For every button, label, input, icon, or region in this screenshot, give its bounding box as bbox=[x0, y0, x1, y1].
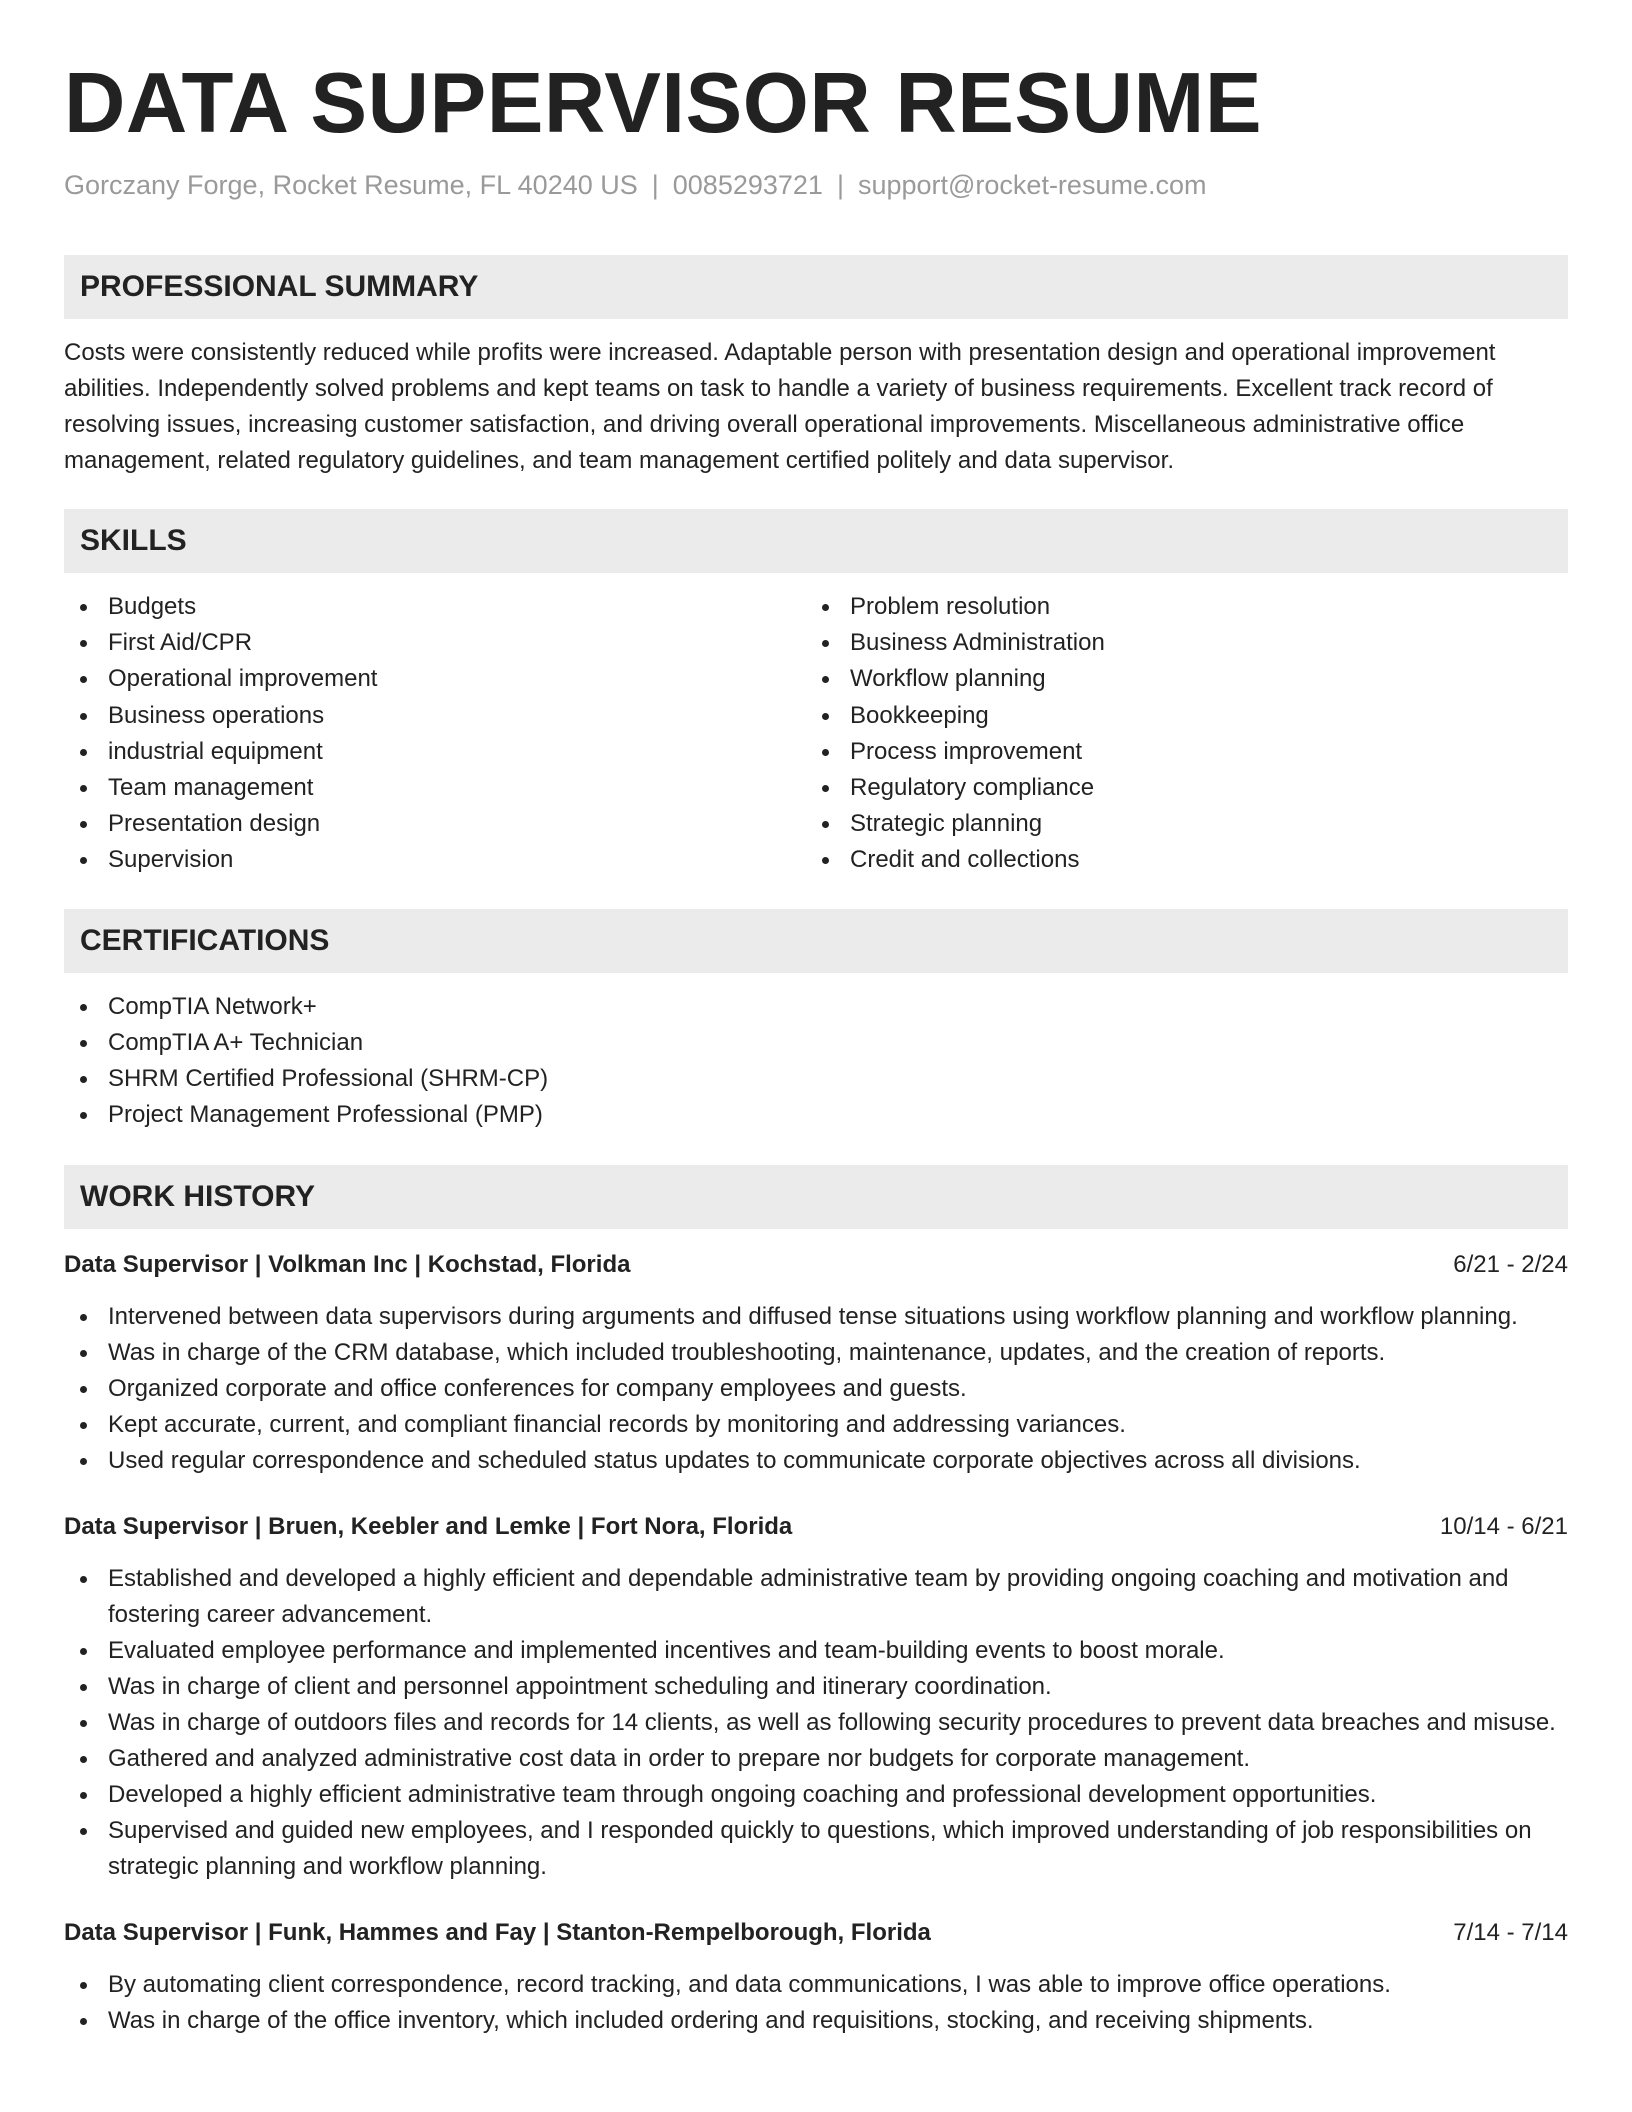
job-bullet: Intervened between data supervisors during arguments and diffused tense situations using workflow planning and workflow planning. bbox=[64, 1299, 1568, 1335]
job-bullet: Evaluated employee performance and implemented incentives and team-building events to boost morale. bbox=[64, 1633, 1568, 1669]
skill-item: First Aid/CPR bbox=[64, 625, 806, 661]
skill-item: Bookkeeping bbox=[806, 698, 1548, 734]
job-bullet: Developed a highly efficient administrative team through ongoing coaching and professional development opportunities. bbox=[64, 1777, 1568, 1813]
job-bullet: Kept accurate, current, and compliant financial records by monitoring and addressing variances. bbox=[64, 1407, 1568, 1443]
skill-item: Process improvement bbox=[806, 734, 1548, 770]
job-bullet: Supervised and guided new employees, and I responded quickly to questions, which improved understanding of job responsibilities on strategic planning and workflow planning. bbox=[64, 1813, 1568, 1885]
job-bullet: Was in charge of the office inventory, which included ordering and requisitions, stocking, and receiving shipments. bbox=[64, 2003, 1568, 2039]
section-header-summary: PROFESSIONAL SUMMARY bbox=[64, 255, 1568, 319]
skill-item: Budgets bbox=[64, 589, 806, 625]
contact-email[interactable]: support@rocket-resume.com bbox=[857, 170, 1207, 200]
job-entry bbox=[64, 1509, 1568, 1885]
skills-grid bbox=[64, 589, 1568, 879]
job-bullet: Gathered and analyzed administrative cost data in order to prepare nor budgets for corporate management. bbox=[64, 1741, 1568, 1777]
skill-item: Operational improvement bbox=[64, 661, 806, 697]
skill-item: Credit and collections bbox=[806, 842, 1548, 878]
skill-item: Workflow planning bbox=[806, 661, 1548, 697]
contact-line bbox=[64, 168, 1568, 202]
skill-item: Business operations bbox=[64, 698, 806, 734]
certification-item: CompTIA Network+ bbox=[64, 989, 1568, 1025]
skill-item: Supervision bbox=[64, 842, 806, 878]
contact-separator: | bbox=[836, 170, 844, 200]
job-bullet: Was in charge of outdoors files and records for 14 clients, as well as following security procedures to prevent data breaches and misuse. bbox=[64, 1705, 1568, 1741]
job-entry bbox=[64, 1247, 1568, 1479]
skill-item: Business Administration bbox=[806, 625, 1548, 661]
job-bullet-list bbox=[64, 1561, 1568, 1885]
skills-list-right bbox=[806, 589, 1548, 879]
job-bullet: Organized corporate and office conferences for company employees and guests. bbox=[64, 1371, 1568, 1407]
section-header-certifications: CERTIFICATIONS bbox=[64, 909, 1568, 973]
skill-item: industrial equipment bbox=[64, 734, 806, 770]
skill-item: Strategic planning bbox=[806, 806, 1548, 842]
job-bullet: Was in charge of client and personnel appointment scheduling and itinerary coordination. bbox=[64, 1669, 1568, 1705]
job-dates: 6/21 - 2/24 bbox=[1453, 1250, 1568, 1278]
job-bullet-list bbox=[64, 1299, 1568, 1479]
job-bullet: Established and developed a highly efficient and dependable administrative team by providing ongoing coaching and motivation and fostering career advancement. bbox=[64, 1561, 1568, 1633]
job-bullet: By automating client correspondence, record tracking, and data communications, I was able to improve office operations. bbox=[64, 1967, 1568, 2003]
certification-item: CompTIA A+ Technician bbox=[64, 1025, 1568, 1061]
job-bullet: Used regular correspondence and scheduled status updates to communicate corporate objectives across all divisions. bbox=[64, 1443, 1568, 1479]
job-title: Data Supervisor | Funk, Hammes and Fay | Stanton-Rempelborough, Florida bbox=[64, 1918, 931, 1946]
skill-item: Team management bbox=[64, 770, 806, 806]
skill-item: Problem resolution bbox=[806, 589, 1548, 625]
contact-address: Gorczany Forge, Rocket Resume, FL 40240 US bbox=[64, 170, 638, 200]
job-title: Data Supervisor | Volkman Inc | Kochstad, Florida bbox=[64, 1250, 631, 1278]
skills-list-left bbox=[64, 589, 806, 879]
contact-separator: | bbox=[651, 170, 659, 200]
job-dates: 7/14 - 7/14 bbox=[1453, 1918, 1568, 1946]
job-bullet-list bbox=[64, 1967, 1568, 2039]
job-title: Data Supervisor | Bruen, Keebler and Lemke | Fort Nora, Florida bbox=[64, 1512, 793, 1540]
job-entry bbox=[64, 1915, 1568, 2039]
section-header-skills: SKILLS bbox=[64, 509, 1568, 573]
skill-item: Presentation design bbox=[64, 806, 806, 842]
job-bullet: Was in charge of the CRM database, which included troubleshooting, maintenance, updates, and the creation of reports. bbox=[64, 1335, 1568, 1371]
section-header-work-history: WORK HISTORY bbox=[64, 1165, 1568, 1229]
job-header bbox=[64, 1915, 1568, 1951]
job-header bbox=[64, 1247, 1568, 1283]
summary-text: Costs were consistently reduced while profits were increased. Adaptable person with presentation design and operational improvement abilities. Independently solved problems and kept teams on task to handle a variety of business requirements. Excellent track record of resolving issues, increasing customer satisfaction, and driving overall operational improvements. Miscellaneous administrative office management, related regulatory guidelines, and team management certified politely and data supervisor. bbox=[64, 339, 1496, 474]
contact-phone: 0085293721 bbox=[672, 170, 823, 200]
certification-item: SHRM Certified Professional (SHRM-CP) bbox=[64, 1061, 1568, 1097]
job-dates: 10/14 - 6/21 bbox=[1439, 1512, 1568, 1540]
resume-title: DATA SUPERVISOR RESUME bbox=[64, 56, 1263, 151]
job-header bbox=[64, 1509, 1568, 1545]
skill-item: Regulatory compliance bbox=[806, 770, 1548, 806]
certifications-list bbox=[64, 989, 1568, 1133]
certification-item: Project Management Professional (PMP) bbox=[64, 1097, 1568, 1133]
